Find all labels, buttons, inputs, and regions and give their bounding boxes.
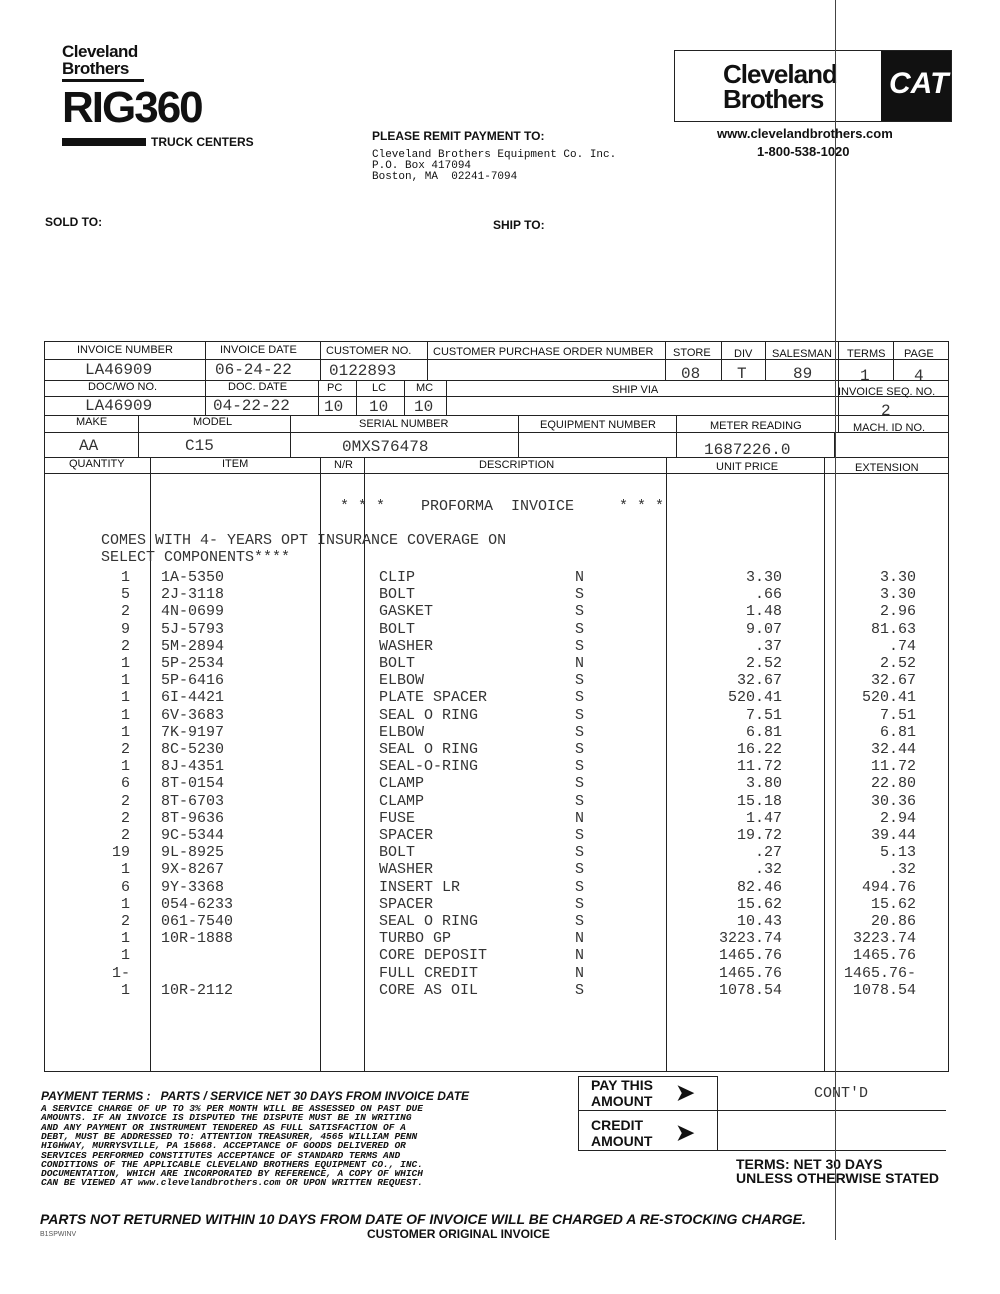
line-item-desc: PLATE SPACER — [379, 689, 488, 707]
line-item-desc: BOLT — [379, 844, 416, 862]
brand-right-line2: Brothers — [723, 84, 824, 114]
line-item-qty: 6 — [120, 878, 130, 896]
line-item-row — [0, 775, 1000, 792]
line-item-qty: 2 — [120, 913, 130, 930]
line-item-row — [0, 913, 1000, 930]
invoice-seq-value: 2 — [881, 402, 891, 420]
ship-to-label: SHIP TO: — [493, 218, 545, 232]
model-label: MODEL — [193, 416, 233, 428]
rig360-brand — [62, 42, 262, 152]
legal-text-line: CAN BE VIEWED AT www.clevelandbrothers.com OR UPON WRITTEN REQUEST. — [41, 1177, 423, 1189]
line-item-ext: 2.96 — [879, 603, 916, 621]
line-item-qty: 2 — [120, 792, 130, 810]
store-value: 08 — [681, 365, 701, 383]
line-item-ext: 1465.76 — [852, 947, 916, 965]
line-item-qty: 1 — [120, 655, 130, 672]
brand-right-line1: Cleveland — [723, 59, 837, 89]
line-item-unit: .66 — [754, 586, 782, 604]
serial-label: SERIAL NUMBER — [359, 418, 449, 430]
line-item-part: 8C-5230 — [161, 741, 225, 758]
meter-value: 1687226.0 — [704, 441, 791, 459]
line-item-desc: SEAL O RING — [379, 741, 479, 758]
store-label: STORE — [673, 347, 711, 359]
customer-original-label: CUSTOMER ORIGINAL INVOICE — [367, 1227, 550, 1241]
line-item-row — [0, 861, 1000, 878]
line-item-unit: 1.47 — [745, 809, 782, 827]
line-item-code: S — [575, 827, 585, 844]
line-item-ext: 2.52 — [879, 655, 916, 672]
legal-text-line: AND ANY PAYMENT OR INSTRUMENT TENDERED AS FULL SATISFACTION OF A — [41, 1121, 406, 1133]
line-item-unit: .32 — [754, 861, 782, 879]
extension-label: EXTENSION — [855, 462, 919, 474]
line-item-unit: 16.22 — [736, 741, 782, 758]
customer-no-value: 0122893 — [329, 362, 397, 380]
line-item-code: S — [575, 913, 585, 930]
invoice-number-label: INVOICE NUMBER — [77, 344, 173, 356]
brand-left-bar — [62, 138, 146, 146]
invoice-date-label: INVOICE DATE — [220, 344, 297, 356]
serial-value: 0MXS76478 — [342, 438, 429, 456]
remit-line2: P.O. Box 417094 — [372, 160, 472, 172]
line-item-qty: 2 — [120, 741, 130, 758]
line-item-desc: CORE DEPOSIT — [379, 947, 488, 965]
line-item-qty: 1 — [120, 947, 130, 965]
coverage-note-line2: SELECT COMPONENTS**** — [101, 549, 291, 566]
line-item-part: 8T-6703 — [161, 792, 225, 810]
line-item-row — [0, 724, 1000, 741]
line-item-row — [0, 827, 1000, 844]
rig360-logo: RIG360 — [62, 83, 202, 132]
pay-this-amount-label-1: PAY THIS — [591, 1077, 653, 1093]
line-item-qty: 2 — [120, 827, 130, 844]
mc-value: 10 — [414, 398, 434, 416]
line-item-row — [0, 741, 1000, 758]
line-item-row — [0, 586, 1000, 603]
line-item-code: N — [575, 930, 585, 948]
pc-value: 10 — [324, 398, 344, 416]
phone-text: 1-800-538-1020 — [757, 144, 850, 159]
line-item-row — [0, 879, 1000, 896]
legal-text-line: DEBT, MUST BE ADDRESSED TO: ATTENTION TREASURER, 4565 WILLIAM PENN — [41, 1130, 418, 1142]
page-value: 4 — [914, 367, 924, 385]
line-item-qty: 1 — [120, 672, 130, 690]
customer-no-label: CUSTOMER NO. — [326, 345, 412, 357]
line-item-ext: 15.62 — [870, 895, 916, 913]
salesman-label: SALESMAN — [772, 348, 832, 360]
brand-left-line1: Cleveland — [62, 42, 138, 61]
line-item-unit: 10.43 — [736, 913, 782, 930]
doc-wo-label: DOC/WO NO. — [88, 381, 158, 393]
line-item-ext: 32.44 — [870, 741, 916, 758]
payment-terms-heading: PAYMENT TERMS : PARTS / SERVICE NET 30 DAYS FROM INVOICE DATE — [41, 1089, 470, 1103]
line-item-desc: SEAL O RING — [379, 913, 479, 930]
line-item-ext: 11.72 — [870, 758, 916, 776]
line-item-code: S — [575, 586, 585, 604]
sold-to-label: SOLD TO: — [45, 215, 103, 229]
line-item-unit: 1465.76 — [718, 947, 782, 965]
line-item-ext: 7.51 — [879, 706, 916, 724]
line-item-row — [0, 672, 1000, 689]
mc-label: MC — [416, 382, 434, 394]
line-item-unit: .27 — [754, 844, 782, 862]
line-item-code: S — [575, 775, 585, 793]
line-item-unit: 15.62 — [736, 895, 782, 913]
line-item-desc: BOLT — [379, 620, 416, 638]
make-label: MAKE — [76, 416, 108, 428]
proforma-banner: * * * PROFORMA INVOICE * * * — [340, 498, 665, 515]
legal-text-line: DOCUMENTATION, WHICH ARE INCORPORATED BY REFERENCE, A COPY OF WHICH — [41, 1168, 423, 1180]
line-item-code: S — [575, 672, 585, 690]
make-value: AA — [79, 437, 99, 455]
line-item-code: S — [575, 981, 585, 999]
line-item-desc: CORE AS OIL — [379, 981, 479, 999]
line-item-row — [0, 896, 1000, 913]
line-item-unit: 2.52 — [745, 655, 782, 672]
line-item-desc: GASKET — [379, 603, 434, 621]
line-item-unit: 1078.54 — [718, 981, 782, 999]
line-item-qty: 1 — [120, 689, 130, 707]
doc-date-label: DOC. DATE — [228, 381, 288, 393]
line-item-part: 1A-5350 — [161, 569, 225, 586]
line-item-part: 2J-3118 — [161, 586, 225, 604]
cat-logo-text: CAT — [889, 67, 949, 100]
line-item-desc: SPACER — [379, 895, 434, 913]
line-item-part: 4N-0699 — [161, 603, 225, 621]
line-item-code: S — [575, 689, 585, 707]
line-item-row — [0, 844, 1000, 861]
line-item-code: S — [575, 878, 585, 896]
line-item-code: S — [575, 620, 585, 638]
line-item-part: 5P-2534 — [161, 655, 225, 672]
pay-this-amount-label-2: AMOUNT — [591, 1093, 653, 1109]
item-label: ITEM — [222, 458, 249, 470]
line-item-desc: CLAMP — [379, 775, 425, 793]
line-item-desc: SEAL-O-RING — [379, 758, 479, 776]
line-item-qty: 1 — [120, 758, 130, 776]
line-item-code: S — [575, 637, 585, 655]
line-item-unit: 1.48 — [745, 603, 782, 621]
line-item-unit: 520.41 — [727, 689, 782, 707]
nr-label: N/R — [334, 459, 353, 471]
line-item-qty: 1 — [120, 723, 130, 741]
line-item-desc: SEAL O RING — [379, 706, 479, 724]
line-item-part: 6I-4421 — [161, 689, 225, 707]
invoice-date-value: 06-24-22 — [215, 361, 292, 379]
terms-value: 1 — [860, 367, 870, 385]
line-item-unit: 3.80 — [745, 775, 782, 793]
line-item-qty: 1 — [120, 861, 130, 879]
legal-text-line: CONDITIONS OF THE APPLICABLE CLEVELAND BROTHERS EQUIPMENT CO., INC. — [41, 1158, 423, 1170]
line-item-row — [0, 655, 1000, 672]
lc-label: LC — [372, 382, 387, 394]
line-item-row — [0, 569, 1000, 586]
legal-text-line: A SERVICE CHARGE OF UP TO 3% PER MONTH WILL BE ASSESSED ON PAST DUE — [41, 1103, 423, 1114]
credit-amount-label-2: AMOUNT — [591, 1133, 653, 1149]
line-item-qty: 2 — [120, 809, 130, 827]
po-number-label: CUSTOMER PURCHASE ORDER NUMBER — [433, 346, 654, 358]
line-item-ext: .32 — [888, 861, 916, 879]
line-item-unit: 9.07 — [745, 620, 782, 638]
terms-label: TERMS — [847, 348, 886, 360]
line-item-part: 5M-2894 — [161, 637, 225, 655]
line-item-part: 7K-9197 — [161, 723, 225, 741]
line-item-code: S — [575, 741, 585, 758]
line-item-desc: ELBOW — [379, 672, 425, 690]
line-item-code: S — [575, 792, 585, 810]
terms-net-30: TERMS: NET 30 DAYS — [736, 1156, 883, 1172]
line-item-part: 054-6233 — [161, 895, 234, 913]
remit-label: PLEASE REMIT PAYMENT TO: — [372, 129, 545, 143]
page-label: PAGE — [904, 348, 934, 360]
line-item-ext: 1078.54 — [852, 981, 916, 999]
line-item-row — [0, 603, 1000, 620]
scan-artifact-line — [835, 0, 836, 1240]
line-item-desc: INSERT LR — [379, 878, 461, 896]
line-item-unit: 3.30 — [745, 569, 782, 586]
line-item-ext: 3223.74 — [852, 930, 916, 948]
line-item-unit: 15.18 — [736, 792, 782, 810]
doc-date-value: 04-22-22 — [213, 397, 290, 415]
line-item-qty: 1 — [120, 895, 130, 913]
invoice-number-value: LA46909 — [85, 361, 153, 379]
line-item-qty: 2 — [120, 637, 130, 655]
line-item-desc: TURBO GP — [379, 930, 452, 948]
line-item-unit: 6.81 — [745, 723, 782, 741]
restocking-notice: PARTS NOT RETURNED WITHIN 10 DAYS FROM DATE OF INVOICE WILL BE CHARGED A RE-STOCKING CHARGE. — [40, 1211, 806, 1227]
line-item-row — [0, 758, 1000, 775]
line-item-code: S — [575, 723, 585, 741]
line-item-ext: 32.67 — [870, 672, 916, 690]
line-item-unit: 3223.74 — [718, 930, 782, 948]
cleveland-brothers-cat-logo — [674, 50, 952, 122]
equipment-label: EQUIPMENT NUMBER — [540, 419, 656, 431]
line-item-ext: 5.13 — [879, 844, 916, 862]
line-item-desc: WASHER — [379, 637, 434, 655]
line-item-qty: 9 — [120, 620, 130, 638]
line-item-row — [0, 982, 1000, 999]
doc-wo-value: LA46909 — [85, 397, 153, 415]
div-value: T — [737, 365, 747, 383]
remit-line3: Boston, MA 02241-7094 — [372, 171, 518, 183]
line-item-row — [0, 638, 1000, 655]
line-item-unit: 82.46 — [736, 878, 782, 896]
line-item-unit: 7.51 — [745, 706, 782, 724]
line-item-desc: ELBOW — [379, 723, 425, 741]
line-item-code: S — [575, 603, 585, 621]
line-item-desc: BOLT — [379, 655, 416, 672]
line-item-desc: CLAMP — [379, 792, 425, 810]
legal-text-line: SERVICES PERFORMED CONSTITUTES ACCEPTANCE OF STANDARD TERMS AND — [41, 1149, 401, 1161]
line-item-unit: 19.72 — [736, 827, 782, 844]
line-item-qty: 1 — [120, 981, 130, 999]
line-item-desc: BOLT — [379, 586, 416, 604]
line-item-unit: .37 — [754, 637, 782, 655]
model-value: C15 — [185, 437, 214, 455]
unit-price-label: UNIT PRICE — [716, 461, 779, 473]
line-item-part: 8T-0154 — [161, 775, 225, 793]
line-item-desc: CLIP — [379, 569, 416, 586]
line-item-row — [0, 965, 1000, 982]
arrow-right-icon: ➤ — [676, 1120, 695, 1145]
line-item-ext: 81.63 — [870, 620, 916, 638]
line-item-ext: 30.36 — [870, 792, 916, 810]
line-item-part: 5J-5793 — [161, 620, 225, 638]
pc-label: PC — [327, 382, 343, 394]
line-item-unit: 1465.76 — [718, 964, 782, 982]
line-item-desc: SPACER — [379, 827, 434, 844]
line-item-desc: WASHER — [379, 861, 434, 879]
line-item-row — [0, 621, 1000, 638]
brand-left-line2: Brothers — [62, 59, 129, 78]
line-item-desc: FUSE — [379, 809, 416, 827]
description-label: DESCRIPTION — [479, 459, 555, 471]
credit-amount-label-1: CREDIT — [591, 1117, 644, 1133]
line-item-code: N — [575, 655, 585, 672]
line-item-code: N — [575, 569, 585, 586]
line-item-ext: 6.81 — [879, 723, 916, 741]
line-item-row — [0, 947, 1000, 964]
line-item-row — [0, 689, 1000, 706]
line-item-qty: 6 — [120, 775, 130, 793]
line-item-qty: 1 — [120, 569, 130, 586]
line-item-code: S — [575, 861, 585, 879]
line-item-qty: 2 — [120, 603, 130, 621]
line-item-ext: 3.30 — [879, 586, 916, 604]
line-item-code: S — [575, 895, 585, 913]
arrow-right-icon: ➤ — [676, 1080, 695, 1105]
legal-text-line: HIGHWAY, MURRYSVILLE, PA 15668. ACCEPTANCE OF GOODS DELIVERED OR — [41, 1140, 406, 1152]
line-item-part: 10R-2112 — [161, 981, 234, 999]
line-item-qty: 19 — [111, 844, 130, 862]
line-item-part: 8J-4351 — [161, 758, 225, 776]
legal-text-line: AMOUNTS. IF AN INVOICE IS DISPUTED THE DISPUTE MUST BE IN WRITING — [41, 1112, 412, 1124]
line-item-qty: 5 — [120, 586, 130, 604]
line-item-ext: 1465.76- — [843, 964, 916, 982]
line-item-part: 8T-9636 — [161, 809, 225, 827]
remit-line1: Cleveland Brothers Equipment Co. Inc. — [372, 149, 617, 161]
mach-id-label: MACH. ID NO. — [853, 422, 926, 434]
line-item-ext: 520.41 — [861, 689, 916, 707]
ship-via-label: SHIP VIA — [612, 384, 659, 396]
cat-badge — [881, 51, 951, 121]
line-item-row — [0, 793, 1000, 810]
salesman-value: 89 — [793, 365, 813, 383]
line-item-qty: 1- — [111, 964, 130, 982]
meter-label: METER READING — [710, 420, 802, 432]
div-label: DIV — [734, 348, 753, 360]
quantity-label: QUANTITY — [69, 458, 125, 470]
line-item-ext: 39.44 — [870, 827, 916, 844]
line-item-code: S — [575, 706, 585, 724]
line-item-qty: 1 — [120, 930, 130, 948]
line-item-row — [0, 930, 1000, 947]
line-item-row — [0, 707, 1000, 724]
brand-left-rule — [62, 79, 144, 82]
form-code: B1SPWINV — [40, 1231, 77, 1238]
line-item-ext: 494.76 — [861, 878, 916, 896]
line-item-part: 061-7540 — [161, 913, 234, 930]
line-item-part: 9C-5344 — [161, 827, 225, 844]
truck-centers-label: TRUCK CENTERS — [151, 135, 254, 149]
line-item-unit: 32.67 — [736, 672, 782, 690]
line-item-row — [0, 810, 1000, 827]
coverage-note-line1: COMES WITH 4- YEARS OPT INSURANCE COVERAGE ON — [101, 532, 507, 549]
line-item-desc: FULL CREDIT — [379, 964, 479, 982]
line-item-part: 5P-6416 — [161, 672, 225, 690]
invoice-seq-label: INVOICE SEQ. NO. — [838, 386, 936, 398]
line-item-code: S — [575, 844, 585, 862]
pay-this-amount-value: CONT'D — [814, 1085, 869, 1102]
line-item-part: 9Y-3368 — [161, 878, 225, 896]
line-item-code: N — [575, 809, 585, 827]
terms-otherwise: UNLESS OTHERWISE STATED — [736, 1170, 940, 1186]
line-item-qty: 1 — [120, 706, 130, 724]
line-item-part: 10R-1888 — [161, 930, 234, 948]
line-item-ext: 22.80 — [870, 775, 916, 793]
line-item-ext: 20.86 — [870, 913, 916, 930]
line-item-part: 9X-8267 — [161, 861, 225, 879]
line-item-part: 6V-3683 — [161, 706, 225, 724]
line-item-part: 9L-8925 — [161, 844, 225, 862]
line-item-unit: 11.72 — [736, 758, 782, 776]
line-item-code: N — [575, 964, 585, 982]
line-item-code: S — [575, 758, 585, 776]
line-item-ext: 2.94 — [879, 809, 916, 827]
website-text: www.clevelandbrothers.com — [717, 126, 893, 141]
line-item-ext: 3.30 — [879, 569, 916, 586]
line-item-ext: .74 — [888, 637, 916, 655]
line-item-code: N — [575, 947, 585, 965]
lc-value: 10 — [369, 398, 389, 416]
